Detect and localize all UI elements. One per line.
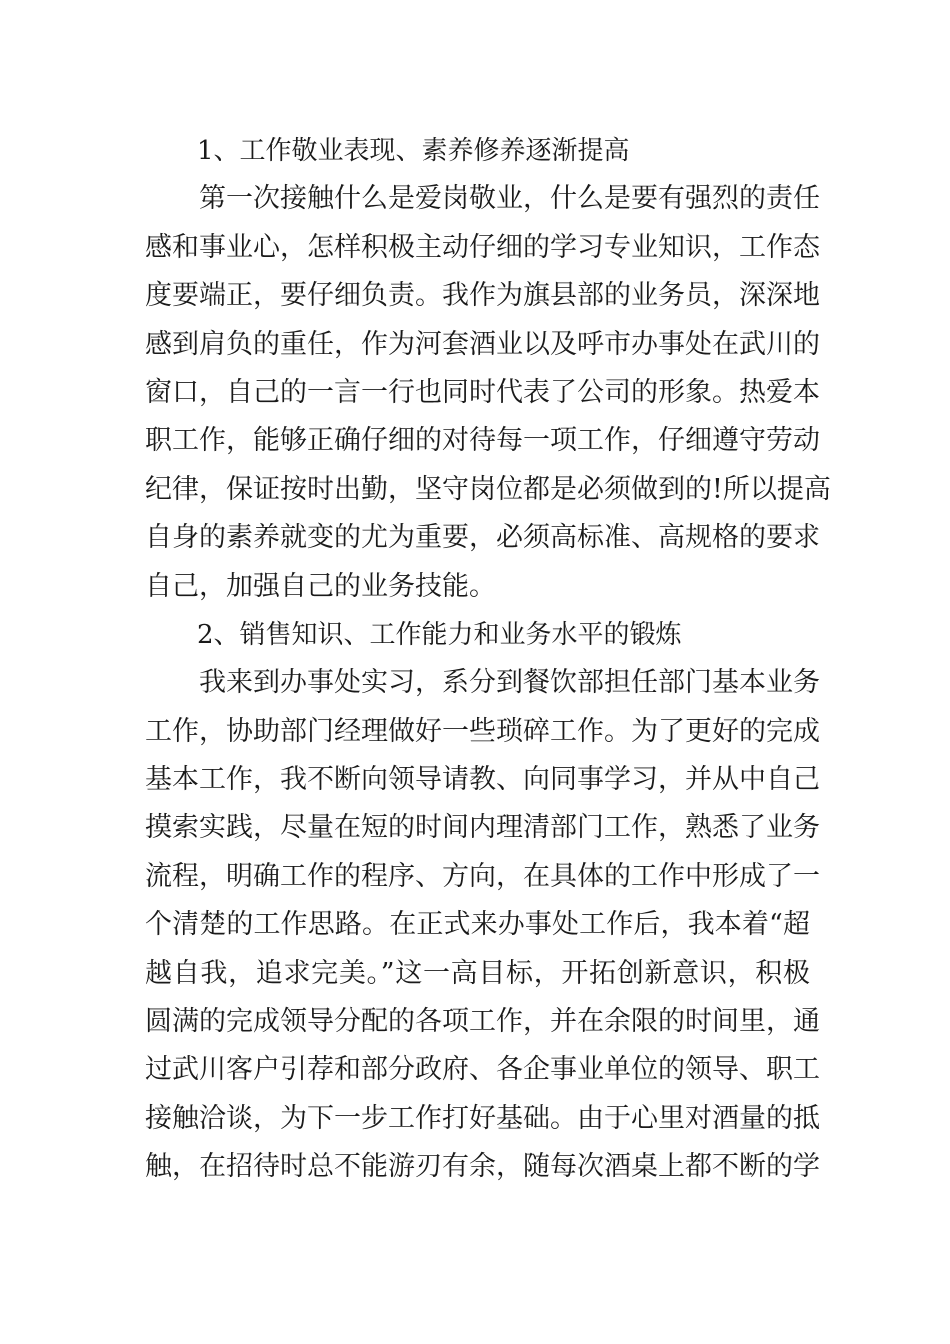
paragraph-line: 个清楚的工作思路。在正式来办事处工作后，我本着“超 (145, 909, 810, 941)
paragraph-line: 我来到办事处实习，系分到餐饮部担任部门基本业务 (199, 667, 820, 699)
paragraph-line: 工作，协助部门经理做好一些琐碎工作。为了更好的完成 (145, 715, 820, 747)
paragraph-line: 感到肩负的重任，作为河套酒业以及呼市办事处在武川的 (145, 328, 820, 360)
paragraph-line: 窗口，自己的一言一行也同时代表了公司的形象。热爱本 (145, 376, 820, 408)
document-body (145, 127, 831, 1192)
paragraph-line: 职工作，能够正确仔细的对待每一项工作，仔细遵守劳动 (145, 425, 820, 457)
paragraph-line: 流程，明确工作的程序、方向，在具体的工作中形成了一 (145, 860, 820, 892)
paragraph-line: 圆满的完成领导分配的各项工作，并在余限的时间里，通 (145, 1006, 820, 1038)
paragraph-line: 触，在招待时总不能游刃有余，随每次酒桌上都不断的学 (145, 1151, 820, 1183)
paragraph-line: 自己，加强自己的业务技能。 (145, 570, 496, 602)
paragraph-line: 度要端正，要仔细负责。我作为旗县部的业务员，深深地 (145, 280, 820, 312)
paragraph-line: 摸索实践，尽量在短的时间内理清部门工作，熟悉了业务 (145, 812, 820, 844)
paragraph-line: 自身的素养就变的尤为重要，必须高标准、高规格的要求 (145, 522, 820, 554)
section-heading-1: 1、工作敬业表现、素养修养逐渐提高 (197, 136, 630, 166)
section-heading-2: 2、销售知识、工作能力和业务水平的锻炼 (197, 619, 682, 650)
paragraph-line: 第一次接触什么是爱岗敬业，什么是要有强烈的责任 (199, 183, 820, 215)
paragraph-line: 纪律，保证按时出勤，坚守岗位都是必须做到的!所以提高 (145, 473, 831, 505)
paragraph-line: 接触洽谈，为下一步工作打好基础。由于心里对酒量的抵 (145, 1102, 820, 1134)
paragraph-line: 越自我，追求完美。”这一高目标，开拓创新意识，积极 (145, 957, 810, 989)
paragraph-line: 感和事业心，怎样积极主动仔细的学习专业知识，工作态 (145, 231, 820, 263)
paragraph-line: 基本工作，我不断向领导请教、向同事学习，并从中自己 (145, 764, 820, 796)
paragraph-line: 过武川客户引荐和部分政府、各企事业单位的领导、职工 (145, 1054, 820, 1086)
